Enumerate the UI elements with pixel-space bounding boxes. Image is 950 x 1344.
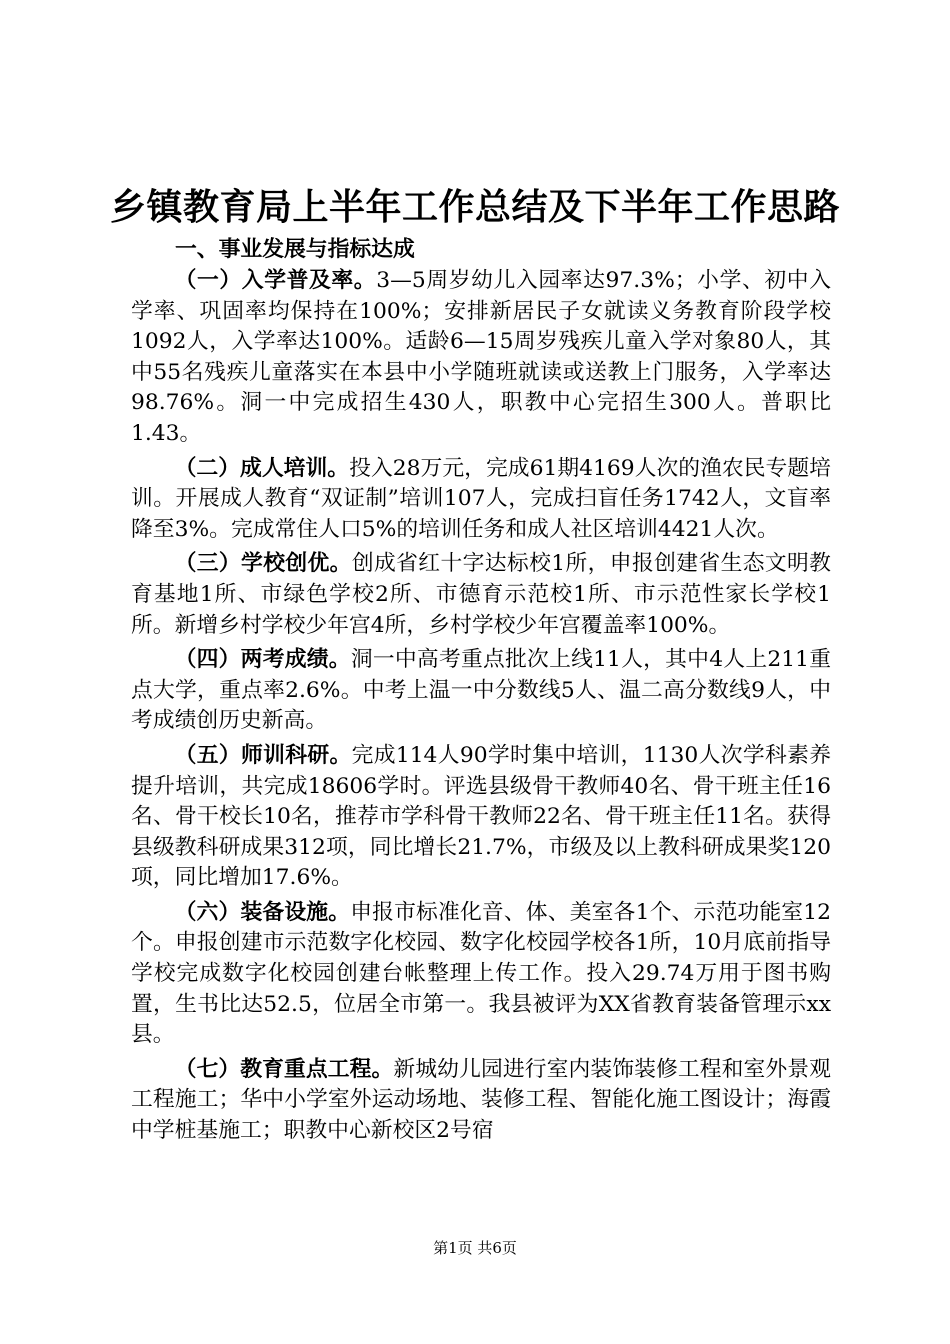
paragraph-text: 新城幼儿园进行室内装饰装修工程和室外景观工程施工；华中小学室外运动场地、装修工程、智能化施工图设计；海霞中学桩基施工；职教中心新校区2号宿 — [131, 1056, 831, 1144]
page-footer: 第1页 共6页 — [433, 1239, 517, 1257]
document-title: 乡镇教育局上半年工作总结及下半年工作思路 — [109, 186, 840, 228]
section-heading: 一、事业发展与指标达成 — [175, 237, 415, 262]
paragraph-text: 完成114人90学时集中培训，1130人次学科素养提升培训，共完成18606学时。评选县级骨干教师40名、骨干班主任16名、骨干校长10名，推荐市学科骨干教师22名、骨干班主任11名。获得县级教科研成果312项，同比增长21.7%，市级及以上教科研成果奖120项，同比增加17.6%。 — [131, 742, 831, 891]
paragraph-text: 创成省红十字达标校1所，申报创建省生态文明教育基地1所、市绿色学校2所、市德育示范校1所、市示范性家长学校1所。新增乡村学校少年宫4所，乡村学校少年宫覆盖率100%。 — [131, 551, 831, 638]
paragraph-lead: （二）成人培训。 — [174, 455, 350, 481]
paragraph-lead: （一）入学普及率。 — [174, 268, 377, 293]
paragraph-enrollment — [131, 266, 831, 450]
paragraph-teacher-training — [131, 741, 831, 894]
paragraph-text: 申报市标准化音、体、美室各1个、示范功能室12个。申报创建市示范数字化校园、数字化校园学校各1所，10月底前指导学校完成数字化校园创建台帐整理上传工作。投入29.74万用于图书购置，生书比达52.5，位居全市第一。我县被评为XX省教育装备管理示xx县。 — [131, 899, 831, 1048]
paragraph-text: 洞一中高考重点批次上线11人，其中4人上211重点大学，重点率2.6%。中考上温一中分数线5人、温二高分数线9人，中考成绩创历史新高。 — [131, 647, 831, 734]
paragraph-exam-results — [131, 645, 831, 737]
paragraph-lead: （六）装备设施。 — [174, 899, 351, 925]
paragraph-lead: （五）师训科研。 — [174, 742, 352, 768]
paragraph-equipment — [131, 898, 831, 1051]
document-body — [131, 234, 831, 1151]
paragraph-adult-training — [131, 454, 831, 546]
paragraph-text: 3—5周岁幼儿入园率达97.3%；小学、初中入学率、巩固率均保持在100%；安排新居民子女就读义务教育阶段学校1092人，入学率达100%。适龄6—15周岁残疾儿童入学对象80人，其中55名残疾儿童落实在本县中小学随班就读或送教上门服务，入学率达98.76%。洞一中完成招生430人，职教中心完招生300人。普职比1.43。 — [131, 268, 831, 446]
paragraph-key-projects — [131, 1055, 831, 1147]
paragraph-lead: （四）两考成绩。 — [174, 647, 351, 673]
paragraph-lead: （七）教育重点工程。 — [174, 1056, 394, 1082]
paragraph-school-excellence — [131, 549, 831, 641]
paragraph-lead: （三）学校创优。 — [174, 551, 352, 577]
paragraph-text: 投入28万元，完成61期4169人次的渔农民专题培训。开展成人教育“双证制”培训107人，完成扫盲任务1742人，文盲率降至3%。完成常住人口5%的培训任务和成人社区培训4421人次。 — [131, 455, 831, 542]
